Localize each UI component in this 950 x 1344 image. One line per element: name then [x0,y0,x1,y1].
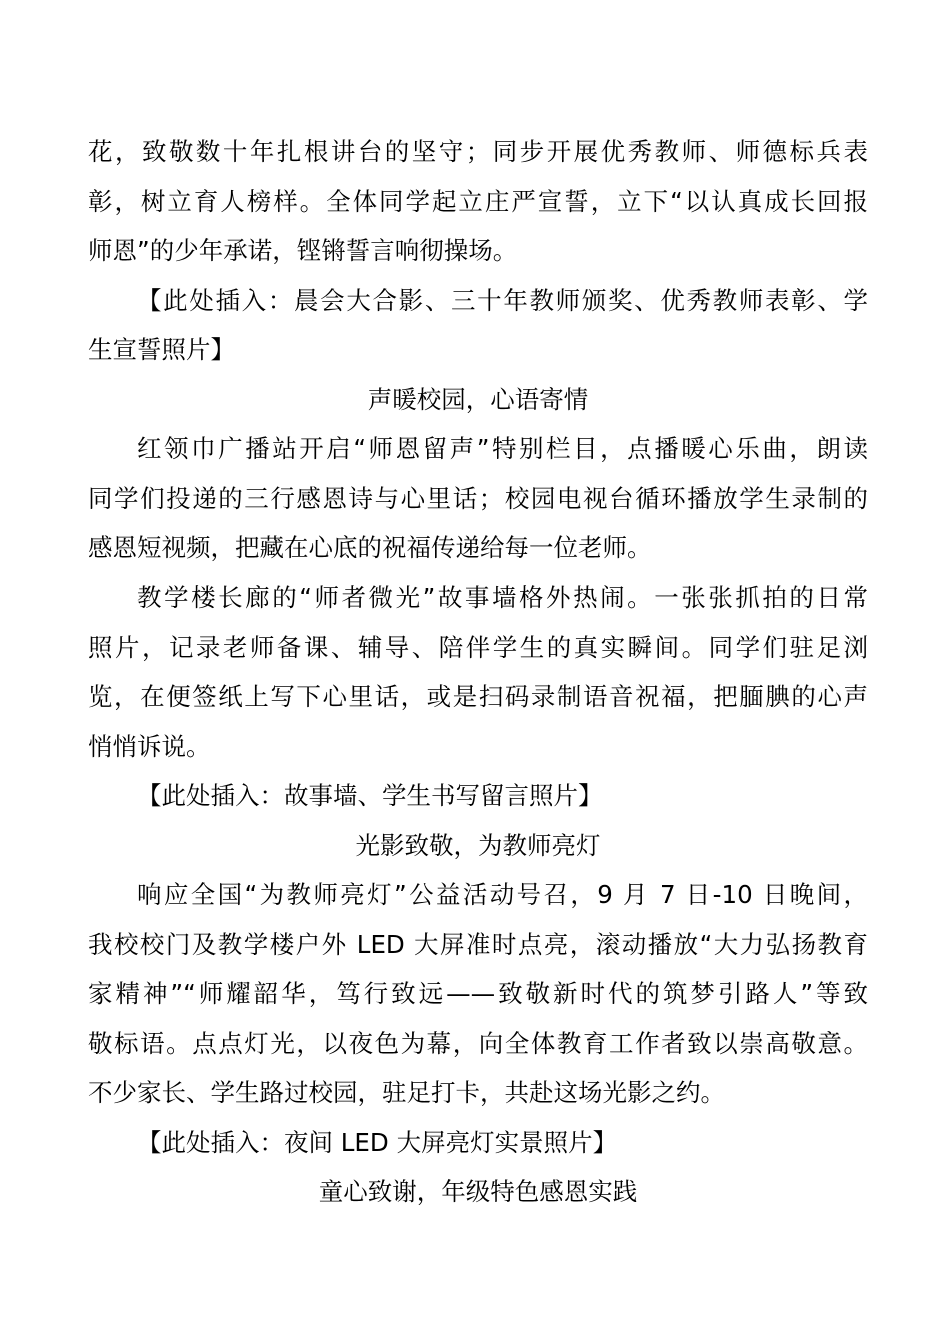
photo-insert-note: 生宣誓照片】 [88,335,235,364]
paragraph-line: 悄悄诉说。 [88,732,211,761]
paragraph-line: 照片，记录老师备课、辅导、陪伴学生的真实瞬间。同学们驻足浏 [88,633,868,662]
paragraph-line: 响应全国“为教师亮灯”公益活动号召，9 月 7 日-10 日晚间， [137,880,868,909]
paragraph-line: 敬标语。点点灯光，以夜色为幕，向全体教育工作者致以崇高敬意。 [88,1029,868,1058]
section-heading: 光影致敬，为教师亮灯 [355,831,601,860]
paragraph-line: 同学们投递的三行感恩诗与心里话；校园电视台循环播放学生录制的 [88,484,868,513]
paragraph-line: 彰，树立育人榜样。全体同学起立庄严宣誓，立下“以认真成长回报 [88,187,868,216]
paragraph-line: 家精神”“师耀韶华，笃行致远——致敬新时代的筑梦引路人”等致 [88,979,868,1008]
paragraph-line: 红领巾广播站开启“师恩留声”特别栏目，点播暖心乐曲，朗读 [137,434,868,463]
section-heading: 声暖校园，心语寄情 [367,385,589,414]
photo-insert-note: 【此处插入：夜间 LED 大屏亮灯实景照片】 [137,1128,618,1157]
paragraph-line: 花，致敬数十年扎根讲台的坚守；同步开展优秀教师、师德标兵表 [88,137,868,166]
paragraph-line: 师恩”的少年承诺，铿锵誓言响彻操场。 [88,236,518,265]
paragraph-line: 教学楼长廊的“师者微光”故事墙格外热闹。一张张抓拍的日常 [137,583,868,612]
paragraph-line: 览，在便签纸上写下心里话，或是扫码录制语音祝福，把腼腆的心声 [88,682,868,711]
photo-insert-note: 【此处插入：故事墙、学生书写留言照片】 [137,781,603,810]
paragraph-line: 不少家长、学生路过校园，驻足打卡，共赴这场光影之约。 [88,1078,725,1107]
paragraph-line: 我校校门及教学楼户外 LED 大屏准时点亮，滚动播放“大力弘扬教育 [88,930,868,959]
section-heading: 童心致谢，年级特色感恩实践 [318,1177,638,1206]
photo-insert-note: 【此处插入：晨会大合影、三十年教师颁奖、优秀教师表彰、学 [137,286,868,315]
paragraph-line: 感恩短视频，把藏在心底的祝福传递给每一位老师。 [88,533,652,562]
